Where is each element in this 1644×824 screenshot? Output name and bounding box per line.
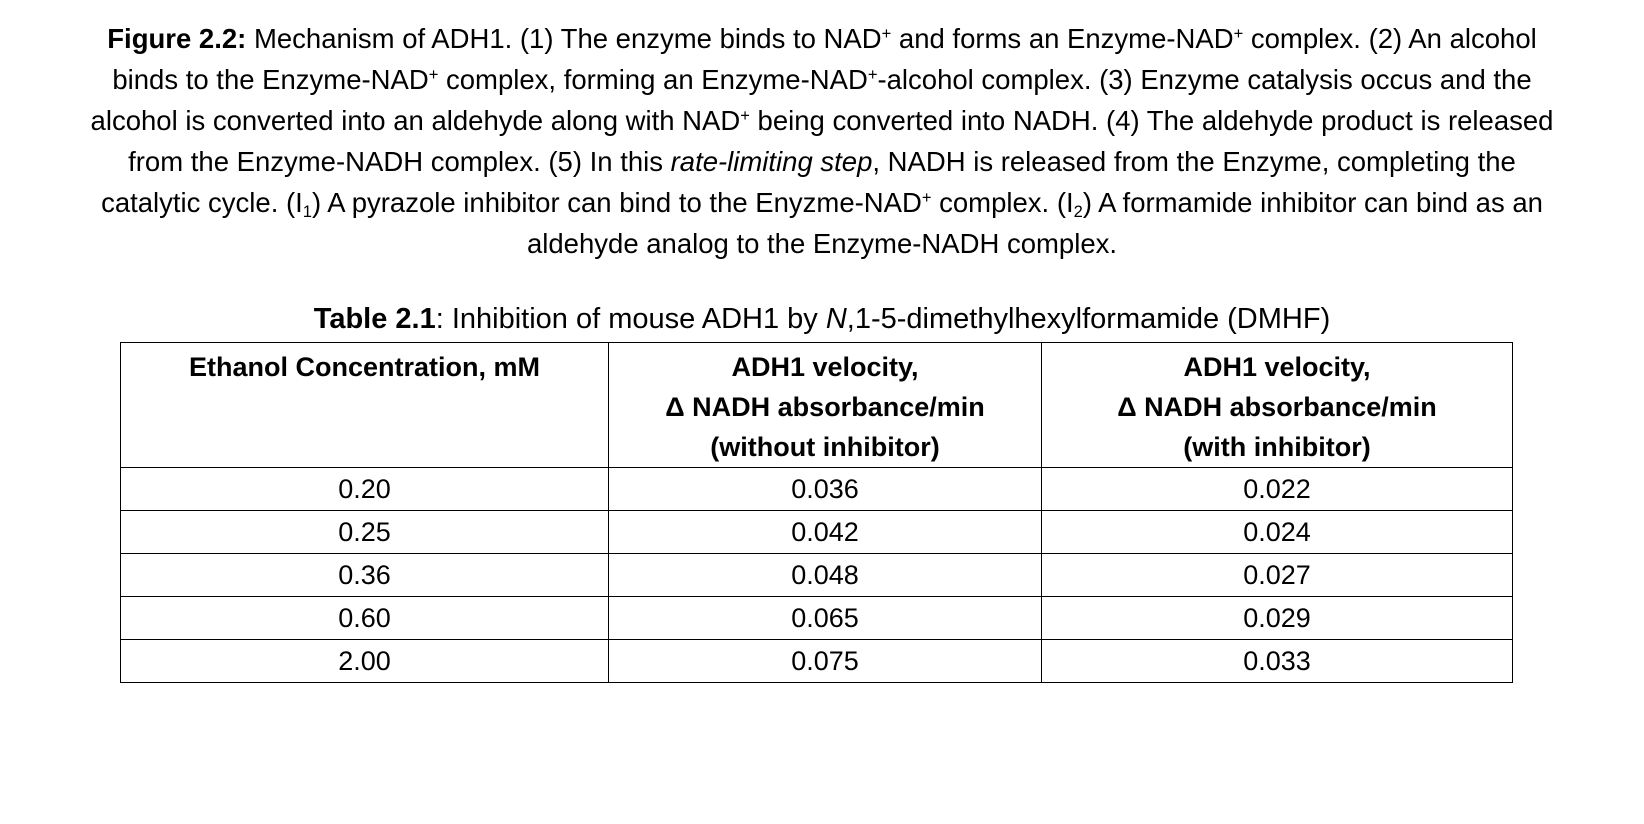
subscript-2: 2 [1073,202,1083,221]
cell-velocity-without: 0.075 [609,640,1042,683]
superscript-plus: + [921,188,932,207]
cell-velocity-with: 0.027 [1042,554,1513,597]
caption-text: complex, forming an Enzyme-NAD [438,64,868,95]
caption-text: aldehyde analog to the Enzyme-NADH complex. [526,228,1118,259]
caption-text: being converted into NADH. (4) The aldehyde product is released [749,105,1554,136]
header-velocity-with-inhibitor [1042,343,1513,468]
figure-caption [0,18,1644,264]
superscript-plus: + [881,24,892,43]
cell-ethanol: 2.00 [121,640,609,683]
header-line: Δ NADH absorbance/min [665,392,985,422]
table-row [121,640,1513,683]
header-ethanol-concentration [121,343,609,468]
header-line: Ethanol Concentration, mM [189,352,540,382]
caption-text: catalytic cycle. (I [101,187,303,218]
cell-ethanol: 0.20 [121,468,609,511]
caption-text: complex. (I [931,187,1074,218]
header-line: (without inhibitor) [710,432,940,462]
caption-line-4 [0,141,1644,182]
caption-text: complex. (2) An alcohol [1243,23,1537,54]
cell-ethanol: 0.25 [121,511,609,554]
superscript-plus: + [867,65,878,84]
header-velocity-without-inhibitor [609,343,1042,468]
caption-text: , NADH is released from the Enzyme, completing the [872,146,1516,177]
cell-velocity-without: 0.036 [609,468,1042,511]
superscript-plus: + [740,106,750,125]
cell-velocity-without: 0.048 [609,554,1042,597]
subscript-1: 1 [302,202,312,221]
table-row [121,468,1513,511]
caption-text: binds to the Enzyme-NAD [112,64,429,95]
caption-text: ) A pyrazole inhibitor can bind to the Enyzme-NAD [311,187,922,218]
header-line: (with inhibitor) [1183,432,1371,462]
header-line: Δ NADH absorbance/min [1117,392,1437,422]
table-label: Table 2.1 [313,303,436,335]
table-title-italic: N [825,303,847,335]
caption-text: from the Enzyme-NADH complex. (5) In this [128,146,671,177]
table-header-row [121,343,1513,468]
caption-line-6 [0,223,1644,264]
caption-text: and forms an Enzyme-NAD [891,23,1234,54]
caption-italic-term: rate-limiting step [670,146,873,177]
caption-line-3 [0,100,1644,141]
caption-text: Mechanism of ADH1. (1) The enzyme binds to NAD [246,23,882,54]
header-line: ADH1 velocity, [731,352,919,382]
caption-line-5 [0,182,1644,223]
figure-label: Figure 2.2: [107,23,247,54]
table-row [121,554,1513,597]
cell-ethanol: 0.60 [121,597,609,640]
cell-velocity-with: 0.033 [1042,640,1513,683]
caption-text: alcohol is converted into an aldehyde along with NAD [90,105,741,136]
table-title-text: ,1-5-dimethylhexylformamide (DMHF) [846,303,1331,335]
header-line: ADH1 velocity, [1183,352,1371,382]
caption-line-2 [0,59,1644,100]
superscript-plus: + [428,65,439,84]
cell-velocity-without: 0.065 [609,597,1042,640]
table-title-text: : Inhibition of mouse ADH1 by [435,303,826,335]
table-row [121,597,1513,640]
superscript-plus: + [1233,24,1244,43]
caption-text: -alcohol complex. (3) Enzyme catalysis occus and the [877,64,1532,95]
cell-ethanol: 0.36 [121,554,609,597]
caption-line-1 [0,18,1644,59]
cell-velocity-with: 0.029 [1042,597,1513,640]
cell-velocity-without: 0.042 [609,511,1042,554]
inhibition-table [120,342,1513,683]
cell-velocity-with: 0.022 [1042,468,1513,511]
table-row [121,511,1513,554]
table-title [0,300,1644,338]
cell-velocity-with: 0.024 [1042,511,1513,554]
caption-text: ) A formamide inhibitor can bind as an [1082,187,1543,218]
